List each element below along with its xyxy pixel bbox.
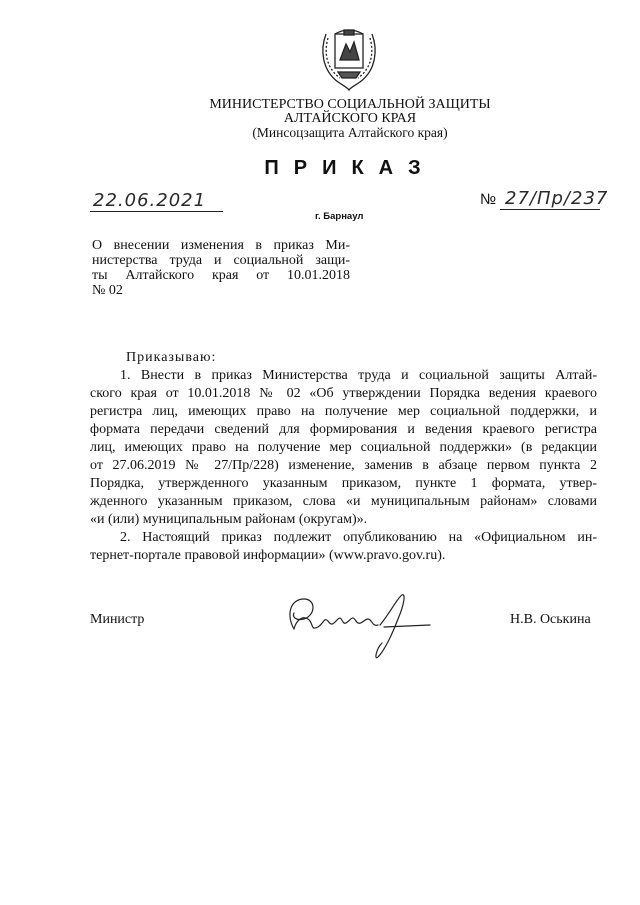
body-line: «и (или) муниципальным районам (округам)». [90,512,368,527]
date-underline [90,211,223,212]
order-number: 27/Пр/237 [505,188,609,209]
body-line: Порядка, утвержденного указанным приказом, пункте 1 формата, утвер- [90,476,597,491]
body-line: лиц, имеющих право на получение мер социальной поддержки» (в редакции [90,440,597,455]
number-underline [500,209,600,210]
subject-line: нистерства труда и социальной защи- [92,253,350,268]
order-date: 22.06.2021 [93,190,207,211]
signer-position: Министр [90,612,145,627]
coat-of-arms-icon [318,20,380,94]
subject-line: ты Алтайского края от 10.01.2018 [92,268,350,283]
ministry-short-name: (Минсоцзащита Алтайского края) [252,125,448,140]
body-line: ского края от 10.01.2018 № 02 «Об утверждении Порядка ведения краевого [90,386,597,401]
ministry-name-line2: АЛТАЙСКОГО КРАЯ [283,111,417,126]
subject-line: О внесении изменения в приказ Ми- [92,238,350,253]
body-line: формата передачи сведений для формирования и ведения краевого регистра [90,422,597,437]
order-body [90,349,597,565]
body-line: регистра лиц, имеющих право на получение мер социальной поддержки, и [90,404,597,419]
signer-name: Н.В. Оськина [510,612,591,627]
handwritten-signature-icon [280,585,440,660]
order-subject [92,238,350,298]
body-line: тернет-портале правовой информации» (www.pravo.gov.ru). [90,548,446,563]
subject-line: № 02 [92,283,123,298]
city: г. Барнаул [315,211,364,222]
body-line: жденного указанным приказом, слова «и муниципальным районам» словами [90,494,597,509]
body-line: Приказываю: [126,350,217,365]
body-line: 1. Внести в приказ Министерства труда и социальной защиты Алтай- [120,368,597,383]
body-line: от 27.06.2019 № 27/Пр/228) изменение, заменив в абзаце первом пункта 2 [90,458,597,473]
number-sign: № [480,191,497,208]
document-title: ПРИКАЗ [264,157,436,179]
body-line: 2. Настоящий приказ подлежит опубликованию на «Официальном ин- [120,530,597,545]
ministry-name-line1: МИНИСТЕРСТВО СОЦИАЛЬНОЙ ЗАЩИТЫ [209,97,491,112]
